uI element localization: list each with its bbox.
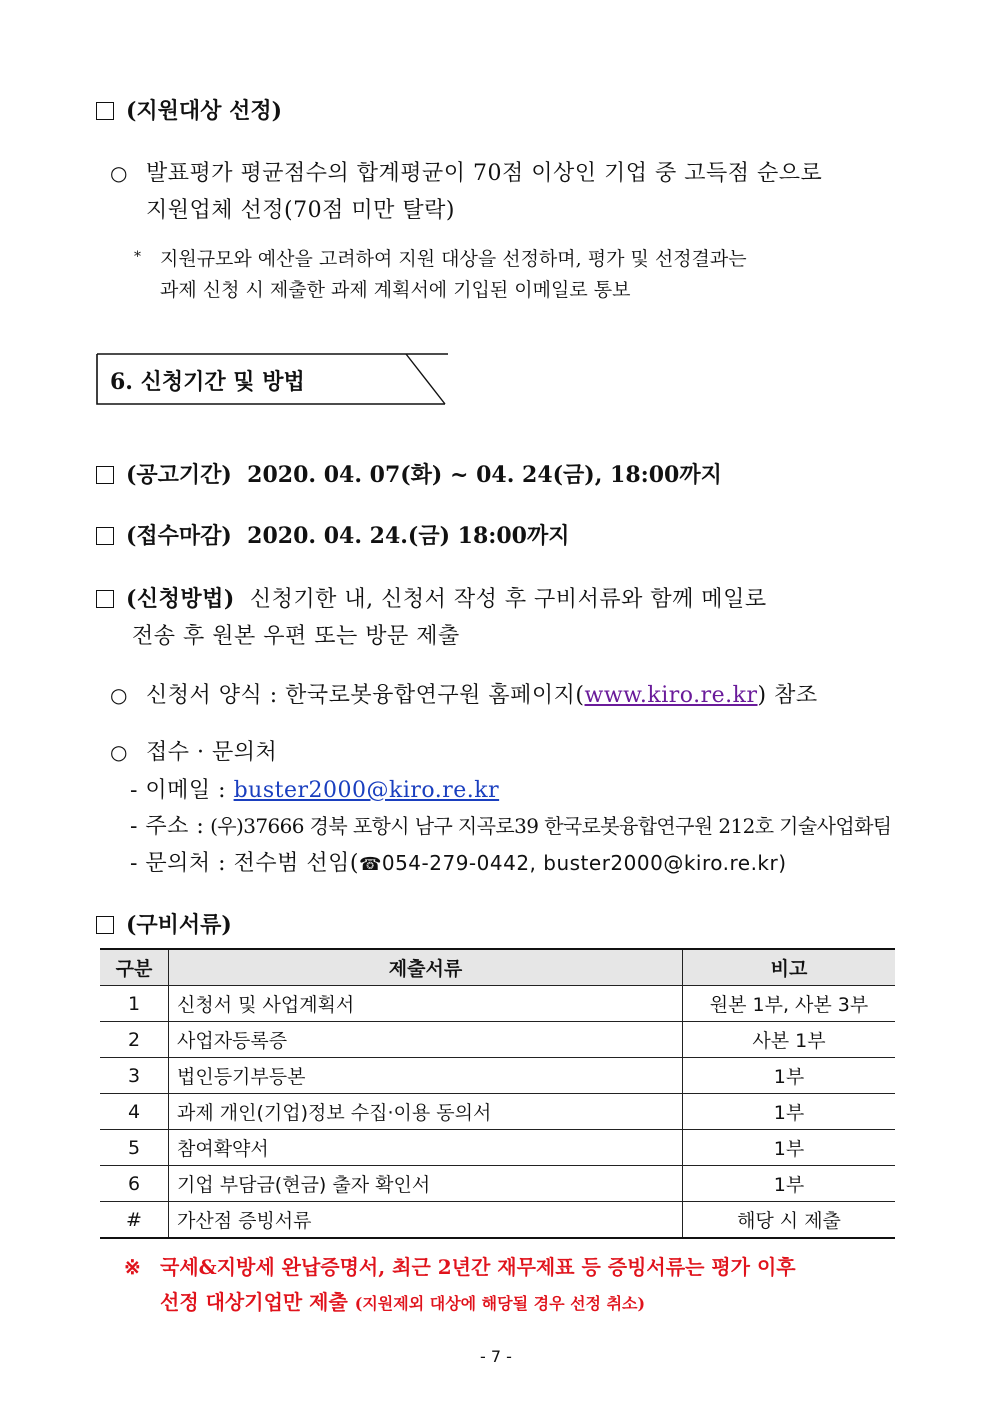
checkbox-square-icon	[96, 527, 114, 545]
selection-bullet: ○ 발표평가 평균점수의 합계평균이 70점 이상인 기업 중 고득점 순으로	[110, 161, 823, 186]
circle-bullet-icon: ○	[110, 683, 128, 707]
checkbox-square-icon	[96, 466, 114, 484]
documents-table	[100, 948, 895, 1239]
form-bullet: ○ 신청서 양식 : 한국로봇융합연구원 홈페이지(www.kiro.re.kr) 참조	[110, 683, 818, 708]
circle-bullet-icon: ○	[110, 161, 128, 185]
document-name: 과제 개인(기업)정보 수집·이용 동의서	[169, 1094, 683, 1130]
table-header-row	[100, 949, 895, 986]
row-number: #	[100, 1202, 169, 1239]
address-line: - 주소 : (우)37666 경북 포항시 남구 지곡로39 한국로봇융합연구원 212호 기술사업화팀	[130, 814, 892, 839]
circle-bullet-icon: ○	[110, 740, 128, 764]
checkbox-square-icon	[96, 916, 114, 934]
inquiry-line: - 문의처 : 전수범 선임(☎054-279-0442, buster2000@kiro.re.kr)	[130, 851, 787, 876]
homepage-link[interactable]: www.kiro.re.kr	[584, 683, 758, 708]
document-name: 기업 부담금(현금) 출자 확인서	[169, 1166, 683, 1202]
document-remark: 1부	[683, 1058, 896, 1094]
warning-note-cont: 선정 대상기업만 제출 (지원제외 대상에 해당될 경우 선정 취소)	[160, 1290, 646, 1314]
document-name: 법인등기부등본	[169, 1058, 683, 1094]
method-line-cont: 전송 후 원본 우편 또는 방문 제출	[132, 624, 460, 649]
contact-heading: ○ 접수 · 문의처	[110, 740, 278, 765]
selection-note-cont: 과제 신청 시 제출한 과제 계획서에 기입된 이메일로 통보	[160, 279, 631, 301]
column-header: 비고	[683, 949, 896, 986]
reference-mark-icon: ※	[124, 1255, 141, 1279]
row-number: 4	[100, 1094, 169, 1130]
document-remark: 1부	[683, 1094, 896, 1130]
column-header: 제출서류	[169, 949, 683, 986]
table-row	[100, 1202, 895, 1239]
table-row	[100, 986, 895, 1022]
table-row	[100, 1130, 895, 1166]
checkbox-square-icon	[96, 102, 114, 120]
document-remark: 1부	[683, 1130, 896, 1166]
telephone-icon: ☎	[358, 854, 382, 875]
document-name: 가산점 증빙서류	[169, 1202, 683, 1239]
document-remark: 1부	[683, 1166, 896, 1202]
document-name: 사업자등록증	[169, 1022, 683, 1058]
section-title: 6. 신청기간 및 방법	[110, 369, 305, 395]
method-line: (신청방법) 신청기한 내, 신청서 작성 후 구비서류와 함께 메일로	[96, 582, 767, 613]
document-remark: 원본 1부, 사본 3부	[683, 986, 896, 1022]
row-number: 6	[100, 1166, 169, 1202]
column-header: 구분	[100, 949, 169, 986]
period-line: (공고기간) 2020. 04. 07(화) ~ 04. 24(금), 18:00까지	[96, 458, 722, 489]
document-name: 참여확약서	[169, 1130, 683, 1166]
docs-heading: (구비서류)	[96, 908, 232, 939]
email-line: - 이메일 : buster2000@kiro.re.kr	[130, 778, 500, 803]
selection-heading: (지원대상 선정)	[96, 94, 282, 125]
page-number: - 7 -	[480, 1347, 512, 1366]
row-number: 1	[100, 986, 169, 1022]
table-row	[100, 1166, 895, 1202]
selection-bullet-cont: 지원업체 선정(70점 미만 탈락)	[146, 198, 455, 223]
checkbox-square-icon	[96, 590, 114, 608]
table-row	[100, 1058, 895, 1094]
document-remark: 해당 시 제출	[683, 1202, 896, 1239]
table-row	[100, 1022, 895, 1058]
section-title-box	[96, 353, 448, 405]
email-link[interactable]: buster2000@kiro.re.kr	[233, 778, 500, 803]
deadline-line: (접수마감) 2020. 04. 24.(금) 18:00까지	[96, 519, 570, 550]
document-remark: 사본 1부	[683, 1022, 896, 1058]
warning-note: ※ 국세&지방세 완납증명서, 최근 2년간 재무제표 등 증빙서류는 평가 이후	[124, 1255, 796, 1279]
table-row	[100, 1094, 895, 1130]
row-number: 2	[100, 1022, 169, 1058]
row-number: 5	[100, 1130, 169, 1166]
document-name: 신청서 및 사업계획서	[169, 986, 683, 1022]
row-number: 3	[100, 1058, 169, 1094]
selection-note: * 지원규모와 예산을 고려하여 지원 대상을 선정하며, 평가 및 선정결과는	[134, 248, 747, 270]
